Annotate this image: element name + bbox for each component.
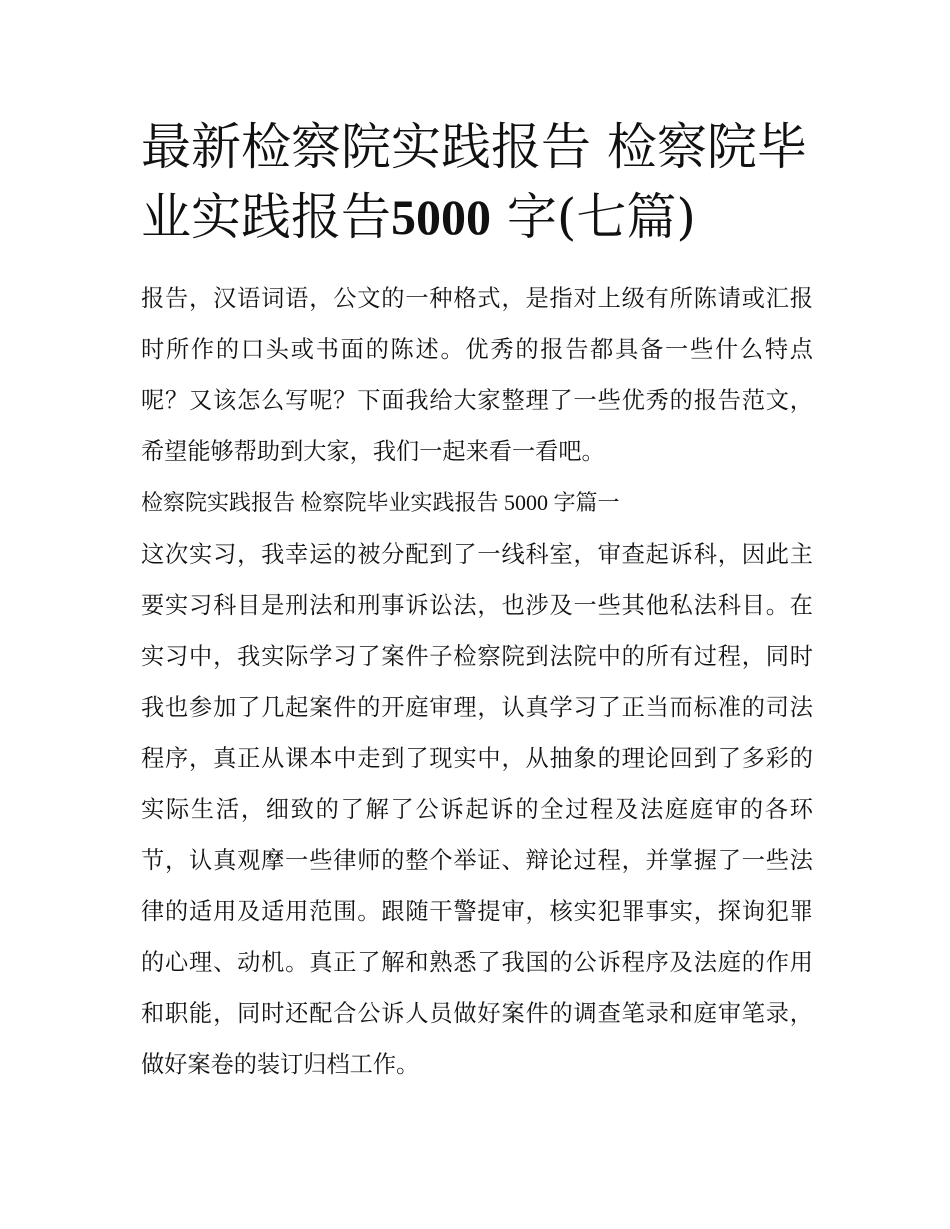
document-title <box>141 112 813 252</box>
title-text-part1: 最新检察院实践报告 检察院毕业实践报告 <box>141 118 807 246</box>
intro-paragraph: 报告，汉语词语，公文的一种格式，是指对上级有所陈请或汇报时所作的口头或书面的陈述。优秀的报告都具备一些什么特点呢？又该怎么写呢？下面我给大家整理了一些优秀的报告范文，希望能够帮助到大家，我们一起来看一看吧。 <box>141 285 813 465</box>
document-page <box>141 112 813 1090</box>
title-number: 5000 <box>391 189 491 245</box>
section-heading-text: 检察院实践报告 检察院毕业实践报告 5000 字篇一 <box>141 490 620 515</box>
title-text-part2: 字(七篇) <box>506 188 696 246</box>
section-body-paragraph: 这次实习，我幸运的被分配到了一线科室，审查起诉科，因此主要实习科目是刑法和刑事诉讼法，也涉及一些其他私法科目。在实习中，我实际学习了案件子检察院到法院中的所有过程，同时我也参加了几起案件的开庭审理，认真学习了正当而标准的司法程序，真正从课本中走到了现实中，从抽象的理论回到了多彩的实际生活，细致的了解了公诉起诉的全过程及法庭庭审的各环节，认真观摩一些律师的整个举证、辩论过程，并掌握了一些法律的适用及适用范围。跟随干警提审，核实犯罪事实，探询犯罪的心理、动机。真正了解和熟悉了我国的公诉程序及法庭的作用和职能，同时还配合公诉人员做好案件的调查笔录和庭审笔录，做好案卷的装订归档工作。 <box>141 541 813 1078</box>
section-heading <box>141 477 813 529</box>
